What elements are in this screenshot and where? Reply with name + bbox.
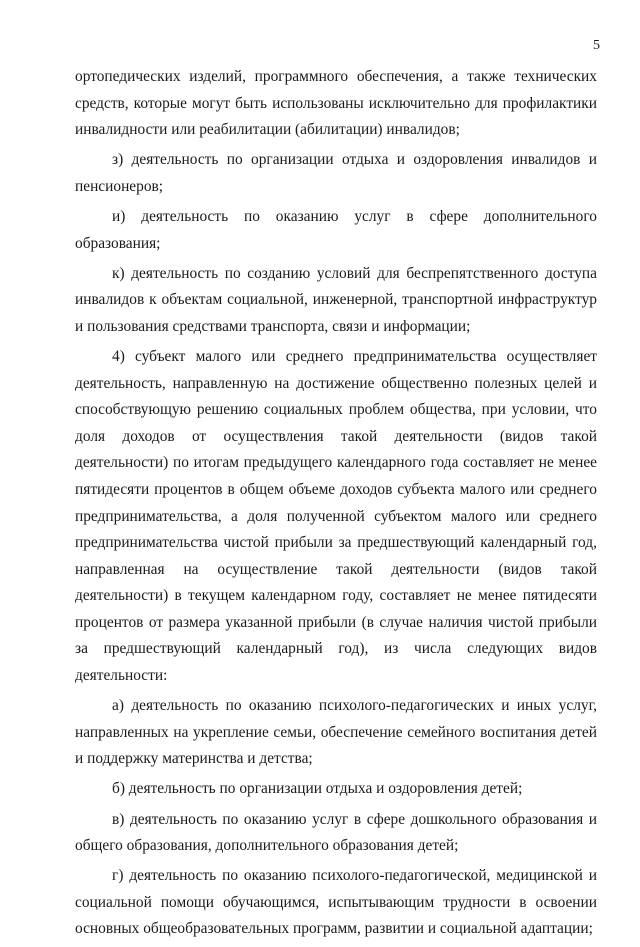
paragraph-item-b: б) деятельность по организации отдыха и оздоровления детей; [112, 780, 523, 798]
page-number: 5 [593, 38, 600, 53]
paragraph-item-z: з) деятельность по организации отдыха и оздоровления инвалидов и пенсионеров; [75, 151, 597, 195]
paragraph-item-k: к) деятельность по созданию условий для беспрепятственного доступа инвалидов к объектам социальной, инженерной, транспортной инфраструктур и пользования средствами транспорта, связи и информации; [75, 264, 597, 335]
paragraph-item-i: и) деятельность по оказанию услуг в сфере дополнительного образования; [75, 207, 597, 252]
document-body [75, 64, 597, 947]
paragraph-item-4: 4) субъект малого или среднего предпринимательства осуществляет деятельность, направленную на достижение общественно полезных целей и способствующую решению социальных проблем общества, при условии, что доля доходов от осуществления такой деятельности (видов такой деятельности) по итогам предыдущего календарного года составляет не менее пятидесяти процентов в общем объеме доходов субъекта малого или среднего предпринимательства, а доля полученной субъектом малого или среднего предпринимательства чистой прибыли за предшествующий календарный год, направленная на осуществление такой деятельности (видов такой деятельности) в текущем календарном году, составляет не менее пятидесяти процентов от размера указанной прибыли (в случае наличия чистой прибыли за предшествующий календарный год), из числа следующих видов деятельности: [75, 347, 597, 685]
paragraph-item-a: а) деятельность по оказанию психолого-педагогических и иных услуг, направленных на укрепление семьи, обеспечение семейного воспитания детей и поддержку материнства и детства; [75, 697, 597, 768]
paragraph-continuation: ортопедических изделий, программного обеспечения, а также технических средств, которые могут быть использованы исключительно для профилактики инвалидности или реабилитации (абилитации) инвалидов; [75, 68, 597, 139]
paragraph-item-v: в) деятельность по оказанию услуг в сфере дошкольного образования и общего образования, дополнительного образования детей; [75, 810, 597, 855]
paragraph-item-g: г) деятельность по оказанию психолого-педагогической, медицинской и социальной помощи обучающимся, испытывающим трудности в освоении основных общеобразовательных программ, развитии и социальной адаптации; [75, 867, 597, 938]
